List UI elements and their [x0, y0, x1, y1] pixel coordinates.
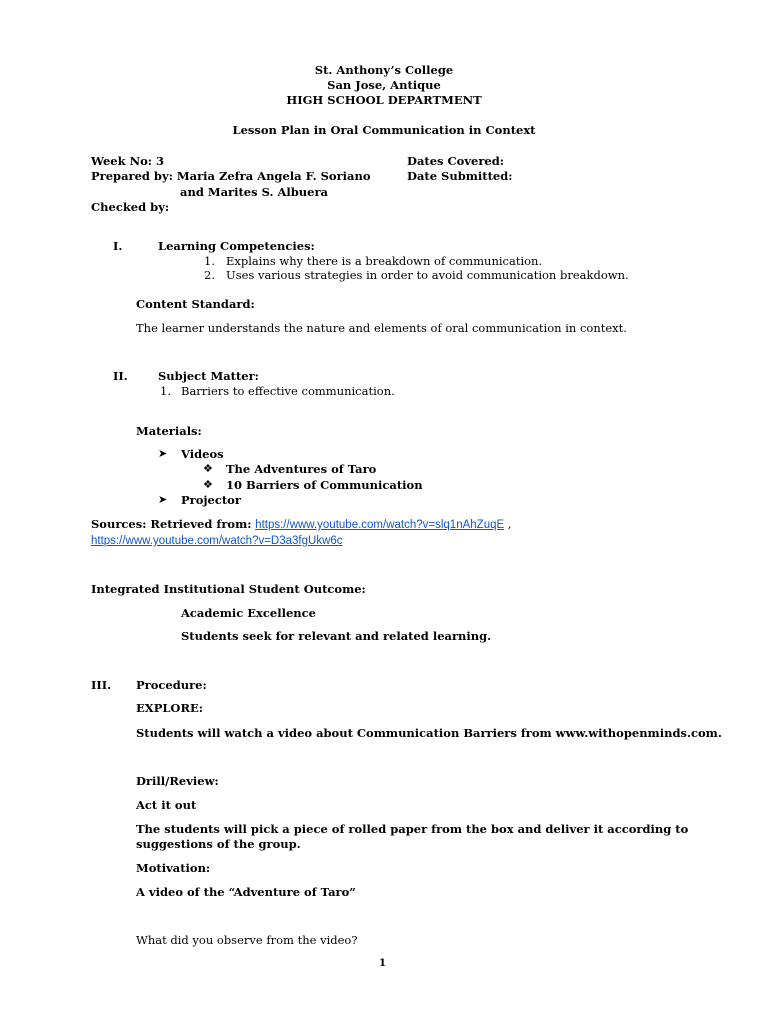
competency-1-text: Explains why there is a breakdown of communication.: [226, 254, 543, 268]
competency-2-text: Uses various strategies in order to avoid communication breakdown.: [226, 268, 629, 282]
arrow-bullet-icon: ➤: [158, 447, 168, 460]
section-2-numeral: II.: [113, 369, 128, 383]
department-name: HIGH SCHOOL DEPARTMENT: [286, 93, 482, 107]
explore-text: Students will watch a video about Communication Barriers from www.withopenminds.com.: [136, 726, 722, 740]
explore-heading: EXPLORE:: [136, 701, 204, 715]
college-name: St. Anthony’s College: [314, 63, 454, 77]
section-3-numeral: III.: [91, 678, 112, 692]
diamond-bullet-icon: ❖: [203, 478, 213, 491]
subject-item-text: Barriers to effective communication.: [181, 384, 395, 398]
content-standard-text: The learner understands the nature and elements of oral communication in context.: [136, 321, 627, 335]
act-text-line-1: The students will pick a piece of rolled paper from the box and deliver it according to: [136, 822, 689, 836]
content-standard-heading: Content Standard:: [136, 297, 255, 311]
college-location: San Jose, Antique: [327, 78, 441, 92]
videos-label: Videos: [181, 447, 224, 461]
arrow-bullet-icon: ➤: [158, 493, 168, 506]
sources-label: Sources: Retrieved from:: [91, 517, 252, 531]
video-item-2: 10 Barriers of Communication: [226, 478, 423, 492]
drill-heading: Drill/Review:: [136, 774, 219, 788]
motivation-text: A video of the “Adventure of Taro”: [136, 885, 356, 899]
section-1-heading: Learning Competencies:: [158, 239, 315, 253]
source-link-2[interactable]: https://www.youtube.com/watch?v=D3a3fgUkw6c: [91, 535, 343, 547]
sources-line-2: [91, 533, 343, 548]
prepared-by: Prepared by: Maria Zefra Angela F. Soriano: [91, 169, 371, 183]
outcome-heading: Integrated Institutional Student Outcome:: [91, 582, 366, 596]
materials-heading: Materials:: [136, 424, 202, 438]
act-it-out: Act it out: [136, 798, 197, 812]
page-number: 1: [379, 958, 386, 969]
date-submitted: Date Submitted:: [407, 169, 513, 183]
diamond-bullet-icon: ❖: [203, 462, 213, 475]
act-text-line-2: suggestions of the group.: [136, 837, 301, 851]
prepared-by-continued: and Marites S. Albuera: [180, 185, 328, 199]
outcome-value: Academic Excellence: [181, 606, 316, 620]
motivation-heading: Motivation:: [136, 861, 211, 875]
checked-by: Checked by:: [91, 200, 170, 214]
dates-covered: Dates Covered:: [407, 154, 505, 168]
source-separator: ,: [504, 517, 512, 531]
projector-label: Projector: [181, 493, 241, 507]
source-link-1[interactable]: https://www.youtube.com/watch?v=slq1nAhZuqE: [255, 519, 505, 531]
observation-question: What did you observe from the video?: [136, 933, 358, 947]
sources-line: [91, 517, 511, 532]
subject-item-number: 1.: [160, 384, 171, 398]
video-item-1: The Adventures of Taro: [226, 462, 377, 476]
week-number: Week No: 3: [91, 154, 165, 168]
competency-2-number: 2.: [204, 268, 215, 282]
document-title: Lesson Plan in Oral Communication in Context: [232, 123, 536, 137]
section-3-heading: Procedure:: [136, 678, 207, 692]
section-2-heading: Subject Matter:: [158, 369, 259, 383]
outcome-description: Students seek for relevant and related learning.: [181, 629, 492, 643]
section-1-numeral: I.: [113, 239, 123, 253]
competency-1-number: 1.: [204, 254, 215, 268]
